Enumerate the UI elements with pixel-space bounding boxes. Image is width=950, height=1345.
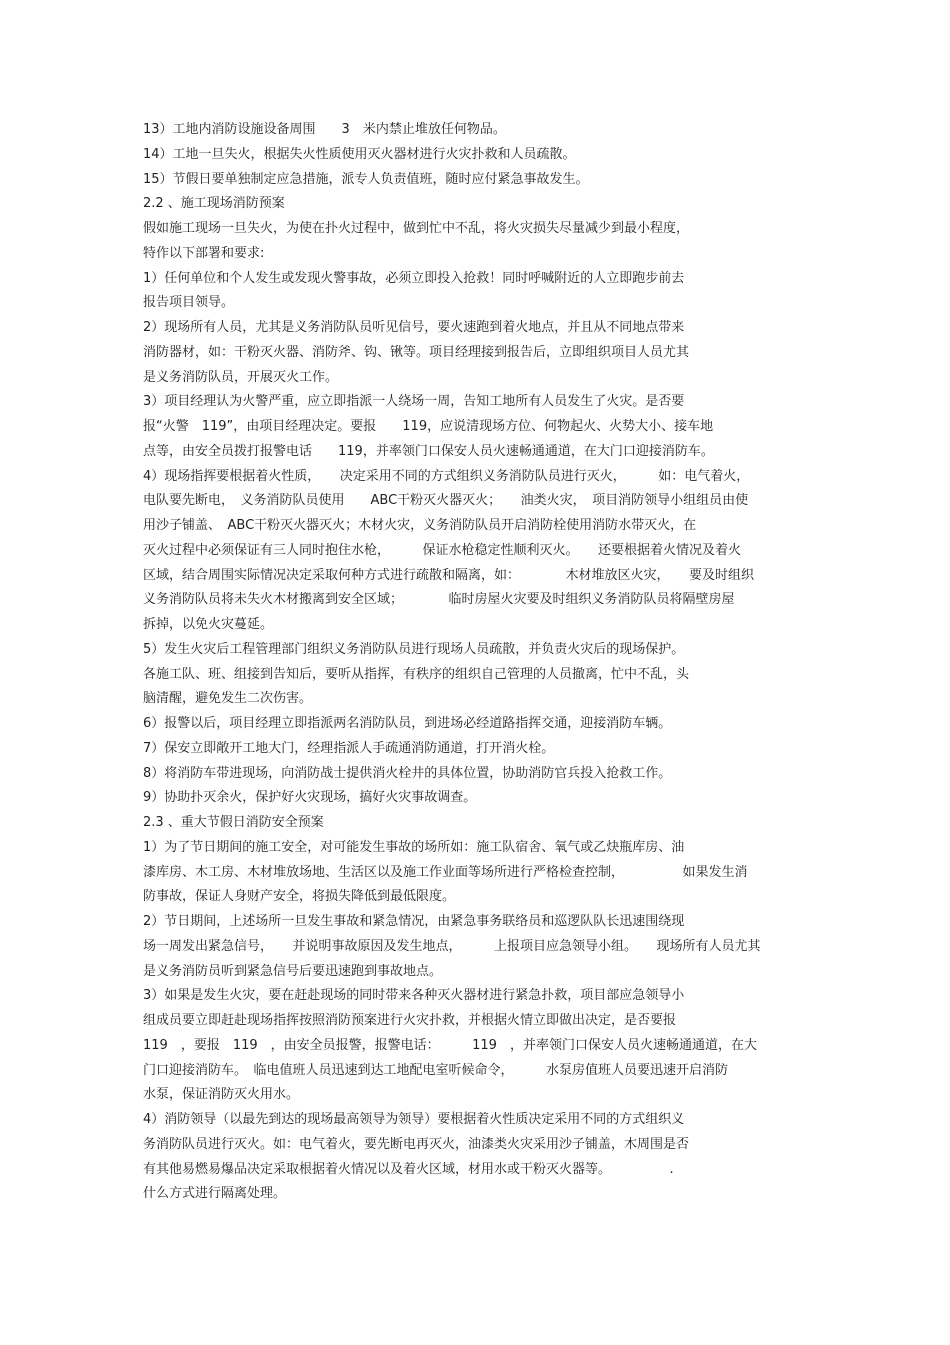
text-line: 电队要先断电， 义务消防队员使用 ABC干粉灭火器灭火； 油类火灾， 项目消防领导小组组员由使 bbox=[143, 493, 749, 508]
text-line: 消防器材，如：干粉灭火器、消防斧、钩、锹等。项目经理接到报告后，立即组织项目人员尤其 bbox=[143, 345, 690, 360]
text-line: 1）任何单位和个人发生或发现火警事故，必须立即投入抢救！同时呼喊附近的人立即跑步前去 bbox=[143, 271, 685, 286]
text-line: 水泵，保证消防灭火用水。 bbox=[143, 1087, 300, 1102]
text-line: 14）工地一旦失火，根据失火性质使用灭火器材进行火灾扑救和人员疏散。 bbox=[143, 147, 576, 162]
text-line: 场一周发出紧急信号， 并说明事故原因及发生地点， 上报项目应急领导小组。 现场所有人员尤其 bbox=[143, 939, 761, 954]
text-line: 2）节日期间，上述场所一旦发生事故和紧急情况，由紧急事务联络员和巡逻队队长迅速围绕现 bbox=[143, 914, 685, 929]
text-line: 点等，由安全员拨打报警电话 119，并率领门口保安人员火速畅通通道，在大门口迎接消防车。 bbox=[143, 444, 714, 459]
text-line: 4）现场指挥要根据着火性质， 决定采用不同的方式组织义务消防队员进行灭火， 如：电气着火， bbox=[143, 469, 750, 484]
text-line: 7）保安立即敞开工地大门，经理指派人手疏通消防通道，打开消火栓。 bbox=[143, 741, 555, 756]
text-line: 1）为了节日期间的施工安全，对可能发生事故的场所如：施工队宿舍、氧气或乙炔瓶库房、油 bbox=[143, 840, 685, 855]
text-line: 15）节假日要单独制定应急措施，派专人负责值班，随时应付紧急事故发生。 bbox=[143, 172, 589, 187]
text-line: 报告项目领导。 bbox=[143, 295, 235, 310]
text-line: 义务消防队员将未失火木材搬离到安全区域； 临时房屋火灾要及时组织义务消防队员将隔壁房屋 bbox=[143, 592, 735, 607]
text-line: 脑清醒，避免发生二次伤害。 bbox=[143, 691, 313, 706]
text-line: 2）现场所有人员，尤其是义务消防队员听见信号，要火速跑到着火地点，并且从不同地点带来 bbox=[143, 320, 685, 335]
text-line: 拆掉，以免火灾蔓延。 bbox=[143, 617, 274, 632]
text-line: 13）工地内消防设施设备周围 3 米内禁止堆放任何物品。 bbox=[143, 122, 506, 137]
text-line: 门口迎接消防车。 临电值班人员迅速到达工地配电室听候命令， 水泵房值班人员要迅速开启消防 bbox=[143, 1063, 729, 1078]
text-line: 3）项目经理认为火警严重，应立即指派一人绕场一周，告知工地所有人员发生了火灾。是否要 bbox=[143, 394, 685, 409]
text-line: 务消防队员进行灭火。如：电气着火，要先断电再灭火，油漆类火灾采用沙子铺盖，木周围是否 bbox=[143, 1137, 690, 1152]
text-line: 3）如果是发生火灾，要在赶赴现场的同时带来各种灭火器材进行紧急扑救，项目部应急领导小 bbox=[143, 988, 685, 1003]
text-line: 是义务消防队员，开展灭火工作。 bbox=[143, 370, 339, 385]
text-line: 9）协助扑灭余火，保护好火灾现场，搞好火灾事故调查。 bbox=[143, 790, 477, 805]
text-line: 各施工队、班、组接到告知后，要听从指挥，有秩序的组织自己管理的人员撤离，忙中不乱，头 bbox=[143, 667, 690, 682]
text-line: 有其他易燃易爆品决定采取根据着火情况以及着火区域，材用水或干粉灭火器等。 . bbox=[143, 1162, 674, 1177]
text-line: 假如施工现场一旦失火，为使在扑火过程中，做到忙中不乱，将火灾损失尽量减少到最小程度， bbox=[143, 221, 690, 236]
text-line: 什么方式进行隔离处理。 bbox=[143, 1186, 287, 1201]
text-line: 报“火警 119”，由项目经理决定。要报 119，应说清现场方位、何物起火、火势大小、接车地 bbox=[143, 419, 714, 434]
text-line: 5）发生火灾后工程管理部门组织义务消防队员进行现场人员疏散，并负责火灾后的现场保护。 bbox=[143, 642, 685, 657]
text-line: 4）消防领导（以最先到达的现场最高领导为领导）要根据着火性质决定采用不同的方式组织义 bbox=[143, 1112, 685, 1127]
text-line: 6）报警以后，项目经理立即指派两名消防队员，到进场必经道路指挥交通，迎接消防车辆。 bbox=[143, 716, 672, 731]
text-line: 用沙子铺盖、 ABC干粉灭火器灭火；木材火灾，义务消防队员开启消防栓使用消防水带灭火，在 bbox=[143, 518, 697, 533]
text-line: 区域，结合周围实际情况决定采取何种方式进行疏散和隔离，如： 木材堆放区火灾， 要及时组织 bbox=[143, 568, 755, 583]
text-line: 2.3 、重大节假日消防安全预案 bbox=[143, 815, 324, 830]
text-line: 2.2 、施工现场消防预案 bbox=[143, 196, 285, 211]
text-line: 灭火过程中必须保证有三人同时抱住水枪， 保证水枪稳定性顺利灭火。 还要根据着火情况及着火 bbox=[143, 543, 742, 558]
text-line: 特作以下部署和要求: bbox=[143, 246, 265, 261]
text-line: 8）将消防车带进现场，向消防战士提供消火栓井的具体位置，协助消防官兵投入抢救工作。 bbox=[143, 766, 672, 781]
text-line: 漆库房、木工房、木材堆放场地、生活区以及施工作业面等场所进行严格检查控制， 如果发生消 bbox=[143, 865, 748, 880]
text-line: 组成员要立即赶赴现场指挥按照消防预案进行火灾扑救，并根据火情立即做出决定，是否要报 bbox=[143, 1013, 677, 1028]
text-line: 119 ，要报 119 ，由安全员报警，报警电话： 119 ，并率领门口保安人员火速畅通通道，在大 bbox=[143, 1038, 757, 1053]
text-line: 防事故，保证人身财产安全，将损失降低到最低限度。 bbox=[143, 889, 456, 904]
text-line: 是义务消防员听到紧急信号后要迅速跑到事故地点。 bbox=[143, 964, 443, 979]
